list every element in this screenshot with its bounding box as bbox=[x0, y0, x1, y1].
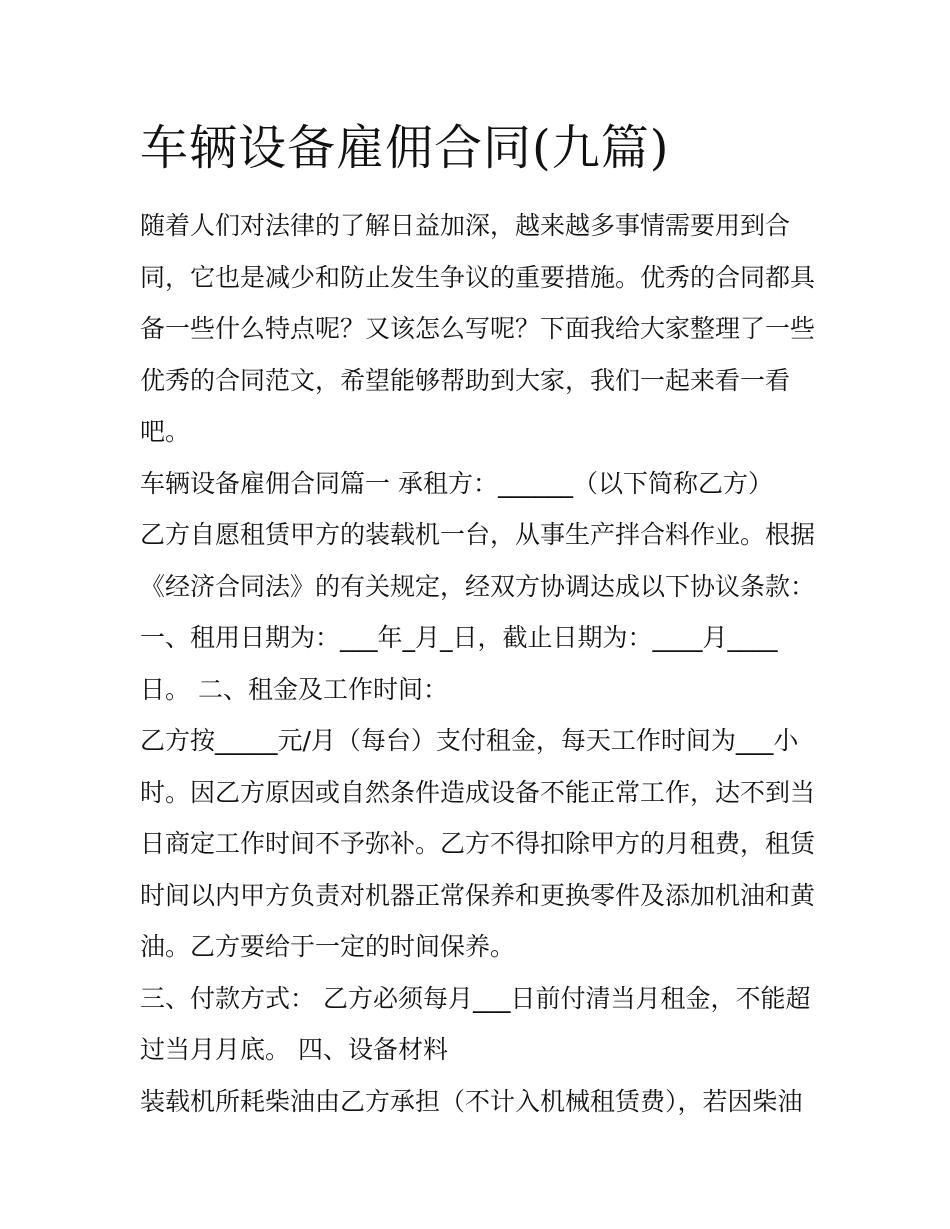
body-line: 车辆设备雇佣合同篇一 承租方：______（以下简称乙方） bbox=[140, 468, 773, 498]
body-line: 过当月月底。 四、设备材料 bbox=[140, 1035, 448, 1064]
body-line: 日。 二、租金及工作时间： bbox=[140, 674, 448, 704]
body-line: 乙方自愿租赁甲方的装载机一台，从事生产拌合料作业。根据 bbox=[140, 520, 816, 549]
document-body bbox=[140, 200, 820, 1127]
body-line: 三、付款方式： 乙方必须每月___日前付清当月租金，不能超 bbox=[140, 983, 811, 1013]
body-line: 《经济合同法》的有关规定，经双方协调达成以下协议条款： bbox=[140, 571, 816, 601]
body-line: 吧。 bbox=[140, 417, 191, 446]
body-line: 油。乙方要给于一定的时间保养。 bbox=[140, 932, 516, 961]
body-line: 备一些什么特点呢？又该怎么写呢？下面我给大家整理了一些 bbox=[140, 314, 816, 343]
body-line: 一、租用日期为：___年_月_日，截止日期为：____月____ bbox=[140, 623, 778, 652]
body-line: 装载机所耗柴油由乙方承担（不计入机械租赁费），若因柴油 bbox=[140, 1086, 803, 1116]
body-line: 日商定工作时间不予弥补。乙方不得扣除甲方的月租费，租赁 bbox=[140, 829, 816, 858]
body-line: 随着人们对法律的了解日益加深，越来越多事情需要用到合 bbox=[140, 211, 791, 240]
document-title: 车辆设备雇佣合同(九篇) bbox=[140, 120, 670, 176]
body-line: 同，它也是减少和防止发生争议的重要措施。优秀的合同都具 bbox=[140, 262, 816, 292]
body-line: 时。因乙方原因或自然条件造成设备不能正常工作，达不到当 bbox=[140, 777, 816, 807]
body-line: 时间以内甲方负责对机器正常保养和更换零件及添加机油和黄 bbox=[140, 880, 816, 910]
body-line: 乙方按_____元/月（每台）支付租金，每天工作时间为___小 bbox=[140, 726, 799, 755]
body-line: 优秀的合同范文，希望能够帮助到大家，我们一起来看一看 bbox=[140, 365, 791, 395]
